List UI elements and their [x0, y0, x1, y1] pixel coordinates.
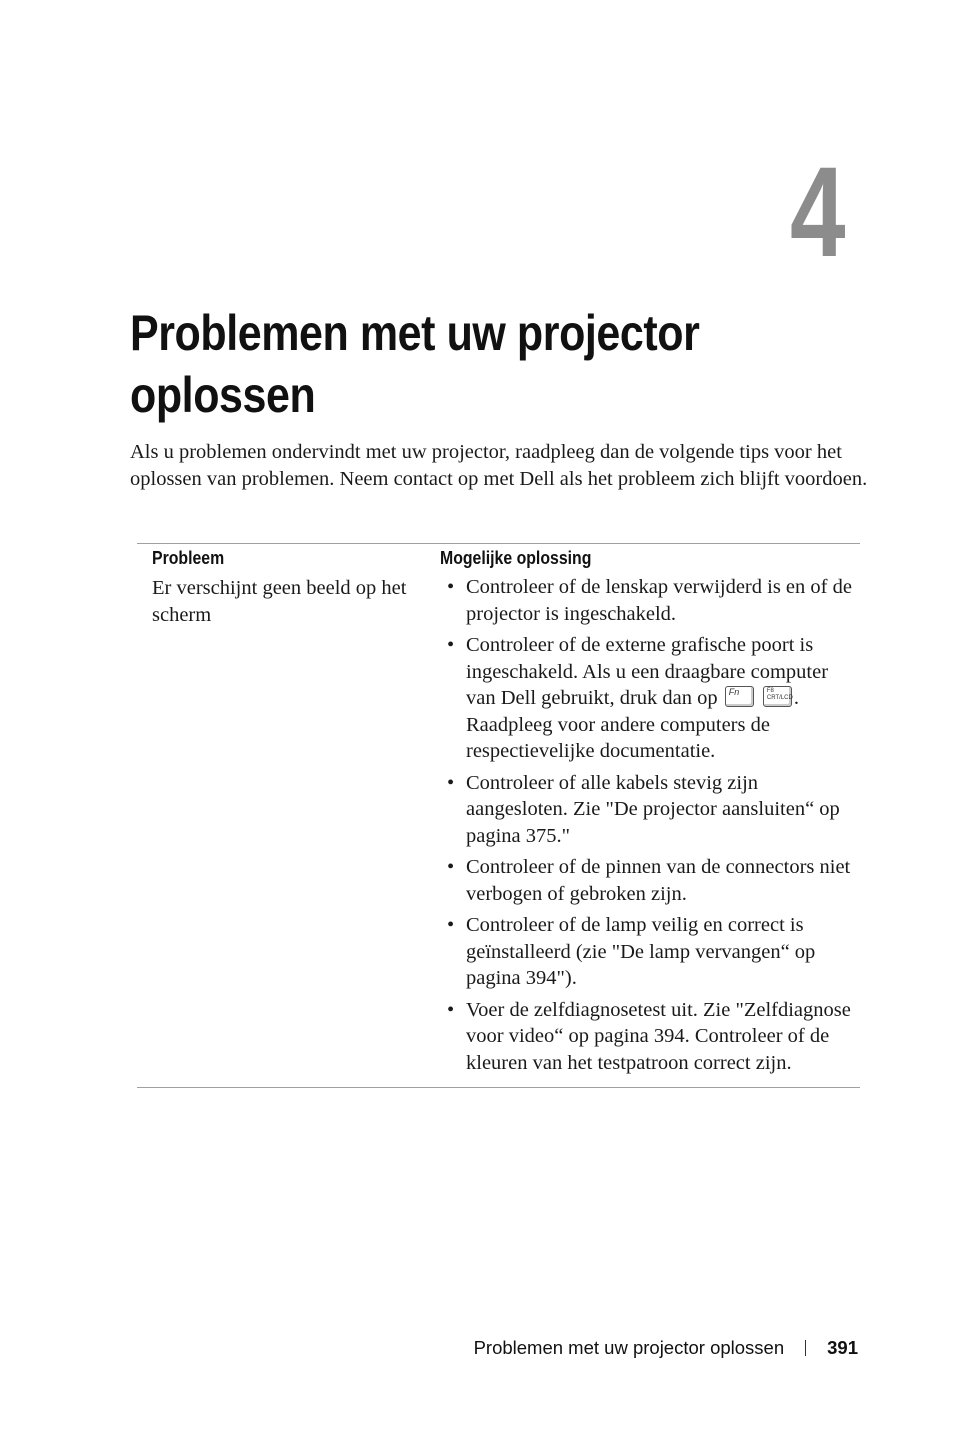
solution-item — [442, 854, 860, 907]
solution-item — [442, 912, 860, 992]
bullet-icon: • — [447, 771, 455, 794]
solution-list — [442, 544, 860, 1076]
page-footer — [474, 1336, 858, 1360]
bullet-icon: • — [447, 634, 455, 656]
f8-key-label: F8 CRT/LCD — [766, 688, 793, 701]
chapter-number: 4 — [790, 141, 846, 284]
solution-text: Controleer of de externe grafische poort is ingeschakeld. Als u een draagbare computer van Dell gebruikt, druk dan op — [466, 634, 829, 709]
solution-text: Controleer of alle kabels stevig zijn aangesloten. Zie "De projector aansluiten“ op pagina 375." — [466, 771, 840, 847]
bullet-icon: • — [447, 998, 455, 1021]
bullet-icon: • — [447, 914, 455, 936]
troubleshooting-table — [137, 543, 860, 1088]
solution-text: Controleer of de lamp veilig en correct is geïnstalleerd (zie "De lamp vervangen“ op pagina 394"). — [466, 914, 816, 989]
chapter-title-line-1: Problemen met uw projector — [130, 305, 700, 361]
bullet-icon: • — [447, 576, 455, 598]
solution-text: Controleer of de lenskap verwijderd is en of de projector is ingeschakeld. — [466, 576, 852, 625]
chapter-title-line-2: oplossen — [130, 367, 316, 423]
solution-item — [442, 632, 860, 765]
column-header-problem: Probleem — [152, 548, 225, 568]
solution-item — [442, 574, 860, 627]
page-number: 391 — [827, 1337, 858, 1358]
bullet-icon: • — [447, 856, 455, 878]
fn-key-icon — [725, 686, 754, 707]
chapter-title — [130, 302, 784, 426]
solution-text-continued: . Raadpleeg voor andere computers de respectievelijke documentatie. — [466, 687, 800, 762]
footer-section-title: Problemen met uw projector oplossen — [473, 1337, 785, 1358]
column-header-solution: Mogelijke oplossing — [440, 548, 592, 568]
solution-text: Voer de zelfdiagnosetest uit. Zie "Zelfdiagnose voor video“ op pagina 394. Controleer of de kleuren van het testpatroon correct zijn. — [466, 998, 851, 1074]
fn-key-label: Fn — [728, 687, 740, 697]
problem-cell: Er verschijnt geen beeld op het scherm — [152, 577, 407, 626]
solution-text: Controleer of de pinnen van de connectors niet verbogen of gebroken zijn. — [466, 856, 851, 905]
solution-item — [442, 770, 860, 850]
solution-item — [442, 997, 860, 1077]
f8-crt-lcd-key-icon — [763, 686, 792, 707]
footer-divider — [805, 1340, 806, 1356]
intro-paragraph: Als u problemen ondervindt met uw projector, raadpleeg dan de volgende tips voor het oplossen van problemen. Neem contact op met Dell als het probleem zich blijft voordoen. — [130, 441, 868, 490]
